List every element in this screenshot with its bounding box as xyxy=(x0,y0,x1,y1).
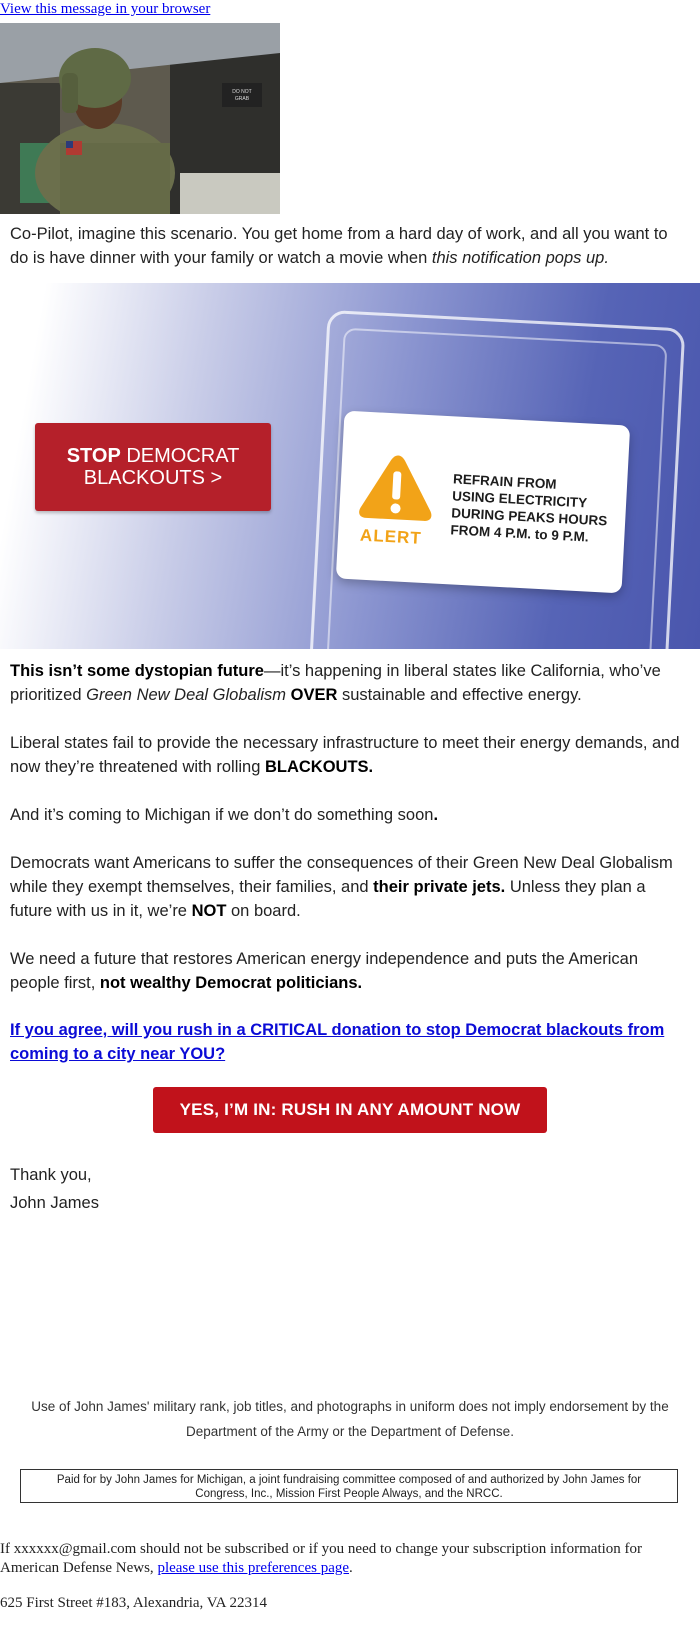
alert-line3: DURING PEAKS HOURS xyxy=(450,505,608,529)
decal-line1: DO NOT xyxy=(232,89,252,95)
paragraph-2: Liberal states fail to provide the necessary infrastructure to meet their energy demands, and now they’re threatened with rolling BLACKOUTS. xyxy=(10,734,680,776)
hero-photo xyxy=(0,23,280,214)
p1-italic: Green New Deal Globalism xyxy=(86,686,287,704)
alert-line1: REFRAIN FROM xyxy=(452,471,557,492)
paragraph-3: And it’s coming to Michigan if we don’t do something soon. xyxy=(10,806,439,824)
paragraph-5: We need a future that restores American energy independence and puts the American people first, not wealthy Democrat politicians. xyxy=(10,950,639,992)
intro-text: Co-Pilot, imagine this scenario. You get home from a hard day of work, and all you want to do is have dinner with your family or watch a movie when xyxy=(10,225,668,267)
stop-bold: STOP xyxy=(66,445,121,467)
p1-bold: This isn’t some dystopian future xyxy=(10,662,264,680)
blackouts-banner[interactable] xyxy=(0,283,700,649)
military-disclaimer: Use of John James' military rank, job titles, and photographs in uniform does not imply endorsement by the Department of the Army or the Department of Defense. xyxy=(31,1399,669,1439)
donation-link[interactable]: If you agree, will you rush in a CRITICAL donation to stop Democrat blackouts from coming to a city near YOU? xyxy=(10,1021,665,1063)
subscription-footer: If xxxxxx@gmail.com should not be subscribed or if you need to change your subscription information for American Defense News, please use this preferences page. xyxy=(0,1541,643,1576)
warning-icon xyxy=(357,450,437,524)
intro-paragraph xyxy=(10,222,690,270)
view-in-browser-link[interactable]: View this message in your browser xyxy=(0,1,211,17)
paragraph-1: This isn’t some dystopian future—it’s happening in liberal states like California, who’ve prioritized Green New Deal Globalism OVER sustainable and effective energy. xyxy=(10,662,661,704)
donate-button[interactable]: YES, I’M IN: RUSH IN ANY AMOUNT NOW xyxy=(153,1087,547,1133)
mailing-address: 625 First Street #183, Alexandria, VA 22314 xyxy=(0,1595,267,1611)
preferences-link[interactable]: please use this preferences page xyxy=(157,1560,350,1576)
alert-line2: USING ELECTRICITY xyxy=(451,488,588,511)
signature-name: John James xyxy=(10,1194,99,1212)
stop-blackouts-button[interactable] xyxy=(35,423,271,511)
thanks-text: Thank you, xyxy=(10,1166,92,1184)
decal-line2: GRAB xyxy=(234,96,250,102)
alert-line4: FROM 4 P.M. to 9 P.M. xyxy=(450,522,589,545)
paragraph-4: Democrats want Americans to suffer the consequences of their Green New Deal Globalism while they exempt themselves, their families, and their private jets. Unless they plan a future with us in it, we’re NOT on board. xyxy=(10,854,673,920)
alert-message xyxy=(450,470,623,547)
stop-rest: DEMOCRAT xyxy=(126,445,240,467)
alert-card xyxy=(336,411,630,594)
stop-line2: BLACKOUTS > xyxy=(83,467,223,489)
intro-italic: this notification pops up. xyxy=(431,249,609,267)
alert-label: ALERT xyxy=(359,525,423,548)
paid-for-box: Paid for by John James for Michigan, a joint fundraising committee composed of and authorized by John James for Congress, Inc., Mission First People Always, and the NRCC. xyxy=(20,1469,678,1503)
